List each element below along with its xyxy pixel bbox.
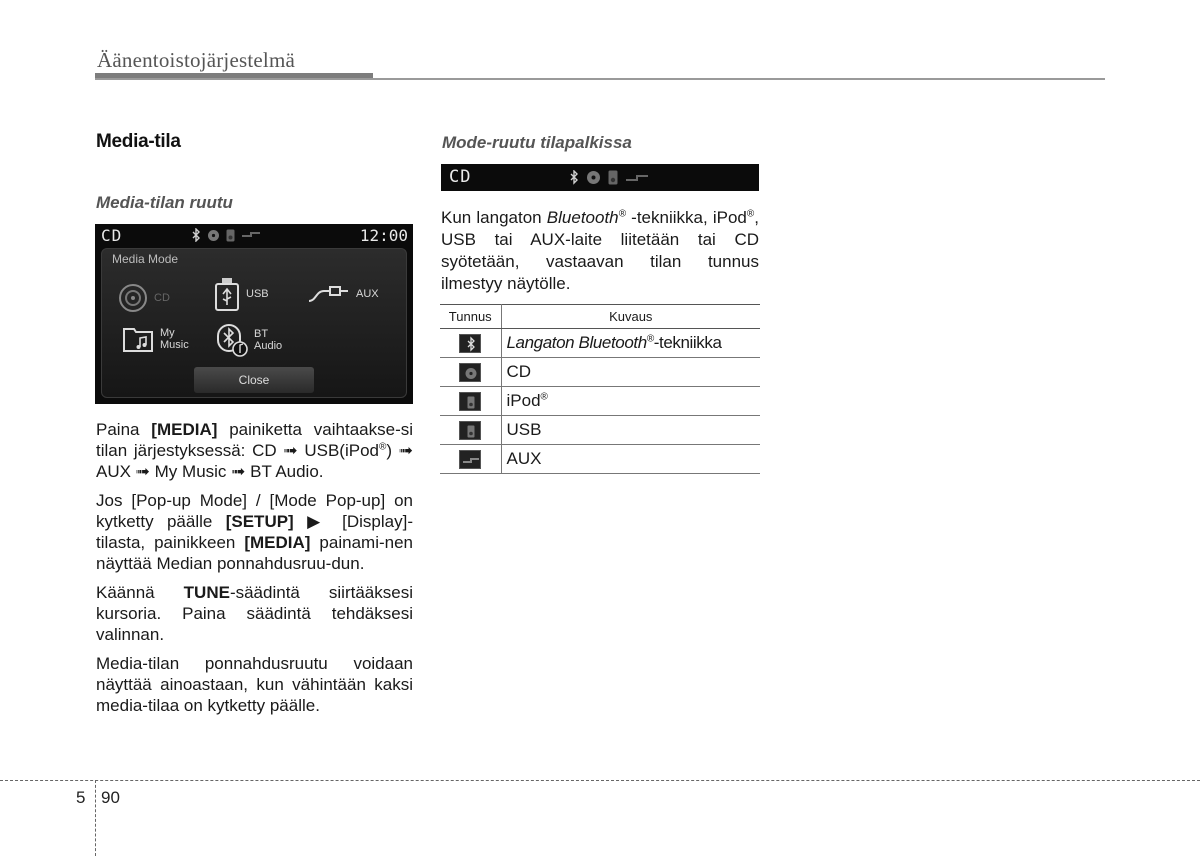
screen-clock: 12:00	[359, 226, 408, 245]
folder-music-icon	[122, 325, 154, 353]
screen-source-label: CD	[101, 226, 123, 245]
close-button[interactable]: Close	[194, 367, 314, 393]
paragraph-popup-condition: Media-tilan ponnahdusruutu voidaan näyttää ainoastaan, kun vähintään kaksi media-tilaa on kytketty päälle.	[96, 654, 413, 715]
subheading-media-screen: Media-tilan ruutu	[96, 193, 233, 212]
table-cell-icon	[440, 416, 501, 445]
media-mode-panel	[101, 248, 407, 398]
bluetooth-icon	[191, 228, 201, 242]
page-number: 90	[101, 788, 120, 807]
mode-label-bt-audio: BT Audio	[254, 328, 283, 352]
mode-item-cd[interactable]	[118, 283, 170, 313]
ipod-icon	[459, 392, 481, 411]
mode-item-bt-audio[interactable]	[216, 323, 282, 357]
mode-label-my-music: My Music	[160, 327, 189, 351]
panel-title: Media Mode	[112, 252, 179, 266]
mode-item-usb[interactable]	[214, 277, 269, 311]
table-cell-desc: Langaton Bluetooth®-tekniikka	[501, 329, 760, 358]
ipod-icon	[608, 170, 618, 185]
bluetooth-audio-icon	[216, 323, 248, 357]
table-row	[440, 416, 760, 445]
table-cell-icon	[440, 445, 501, 474]
table-cell-desc: USB	[501, 416, 760, 445]
right-column-body	[441, 207, 759, 295]
bluetooth-icon	[569, 170, 579, 185]
aux-icon	[459, 450, 481, 469]
ipod-icon	[226, 229, 235, 242]
usb-icon	[459, 421, 481, 440]
table-row	[440, 445, 760, 474]
subheading-status-bar: Mode-ruutu tilapalkissa	[442, 133, 632, 152]
table-row	[440, 329, 760, 358]
aux-icon	[308, 283, 350, 305]
paragraph-media-order: Paina [MEDIA] painiketta vaihtaakse-si tilan järjestyksessä: CD ➟ USB(iPod®) ➟ AUX ➟ My Music ➟ BT Audio.	[96, 420, 414, 481]
table-cell-desc: AUX	[501, 445, 760, 474]
media-mode-screen	[95, 224, 413, 404]
section-title: Media-tila	[96, 131, 181, 152]
table-row	[440, 358, 760, 387]
paragraph-popup-mode: Jos [Pop-up Mode] / [Mode Pop-up] on kytketty päälle [SETUP] ▶ [Display]-tilasta, painikkeen [MEDIA] painami-nen näyttää Median ponnahdusruu-dun.	[96, 491, 413, 573]
aux-icon	[241, 230, 261, 240]
left-column-body	[96, 419, 413, 716]
usb-icon	[214, 277, 240, 311]
table-cell-desc: CD	[501, 358, 760, 387]
bluetooth-icon	[459, 334, 481, 353]
table-cell-icon	[440, 387, 501, 416]
cd-icon	[118, 283, 148, 313]
footer-divider	[0, 780, 1200, 781]
screen-status-bar	[95, 224, 413, 246]
table-cell-icon	[440, 329, 501, 358]
table-cell-desc: iPod®	[501, 387, 760, 416]
table-cell-icon	[440, 358, 501, 387]
mode-item-my-music[interactable]	[122, 325, 189, 353]
mode-icon-table	[440, 304, 760, 474]
status-bar-source: CD	[449, 167, 472, 187]
table-header-row	[440, 305, 760, 329]
status-bar-icons	[569, 170, 649, 185]
aux-icon	[625, 173, 649, 183]
mode-item-aux[interactable]	[308, 283, 379, 305]
running-header: Äänentoistojärjestelmä	[97, 48, 296, 72]
mode-label-cd: CD	[154, 292, 170, 304]
cd-icon	[586, 170, 601, 185]
paragraph-mode-icons: Kun langaton Bluetooth® -tekniikka, iPod®, USB tai AUX-laite liitetään tai CD syötetään, vastaavan tilan tunnus ilmestyy näytölle.	[441, 208, 759, 293]
cd-icon	[207, 229, 220, 242]
table-row	[440, 387, 760, 416]
footer-vertical-divider	[95, 780, 96, 856]
mode-label-usb: USB	[246, 288, 269, 300]
cd-icon	[459, 363, 481, 382]
chapter-number: 5	[76, 788, 86, 807]
header-rule	[95, 78, 1105, 80]
mode-label-aux: AUX	[356, 288, 379, 300]
screen-status-icons	[191, 228, 261, 242]
mode-status-bar	[441, 164, 759, 191]
paragraph-tune: Käännä TUNE-säädintä siirtääksesi kursoria. Paina säädintä tehdäksesi valinnan.	[96, 583, 413, 644]
table-header-cell: Tunnus	[440, 305, 501, 329]
table-header-cell: Kuvaus	[501, 305, 760, 329]
